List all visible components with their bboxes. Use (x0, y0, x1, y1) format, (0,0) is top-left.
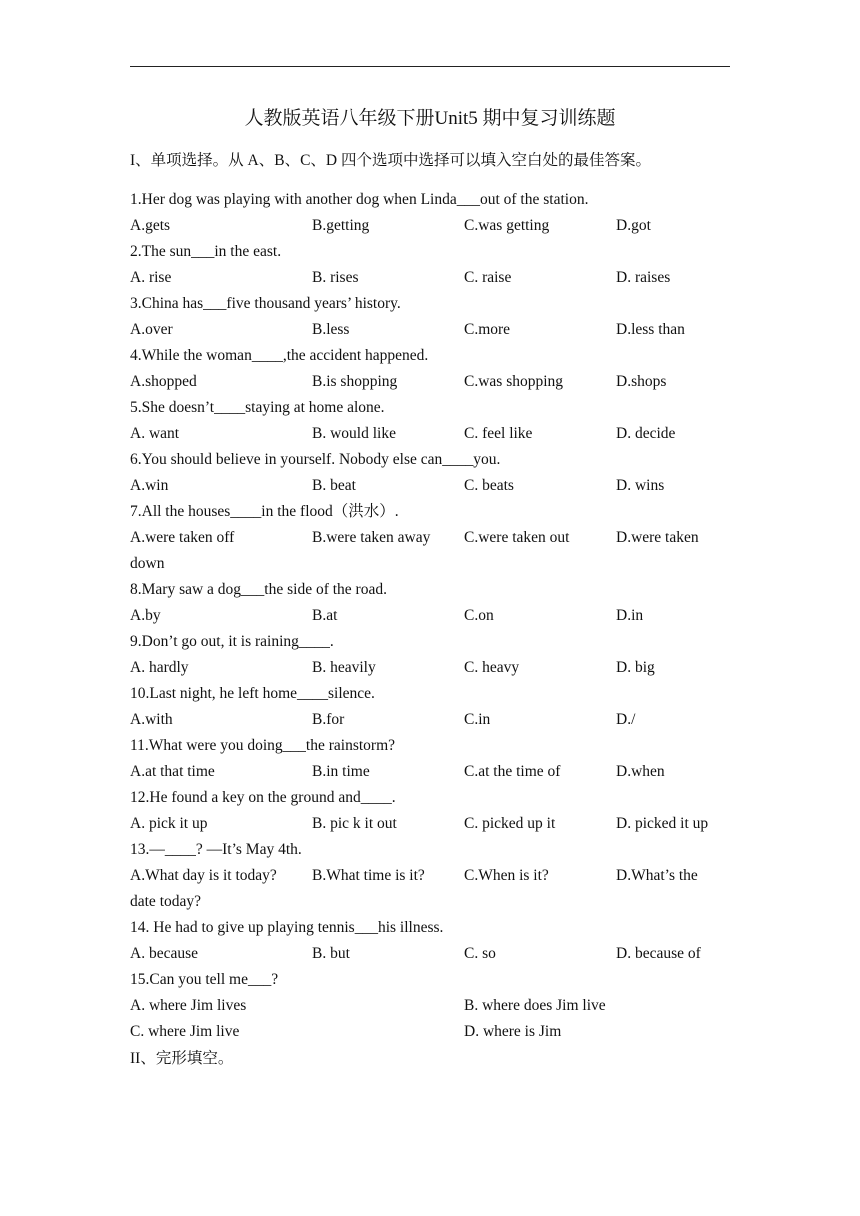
option-b: B. pic k it out (312, 815, 397, 832)
option-c: C.was getting (464, 217, 550, 234)
option-a: A.gets (130, 217, 171, 234)
question-stem: 6.You should believe in yourself. Nobody else can____you. (130, 451, 501, 468)
option-row (130, 707, 730, 733)
page-title: 人教版英语八年级下册Unit5 期中复习训练题 (244, 108, 616, 129)
option-b: B.for (312, 711, 345, 728)
option-row (130, 369, 730, 395)
option-a: A. want (130, 425, 180, 442)
option-a: A.by (130, 607, 161, 624)
question-stem: 1.Her dog was playing with another dog when Linda___out of the station. (130, 191, 589, 208)
option-row (130, 265, 730, 291)
question-15 (130, 967, 730, 1045)
option-a: A.over (130, 321, 173, 338)
question-stem: 4.While the woman____,the accident happened. (130, 347, 429, 364)
option-b: B.getting (312, 217, 370, 234)
option-a: A.with (130, 711, 173, 728)
option-d: D. picked it up (616, 815, 709, 832)
header-rule (130, 66, 730, 67)
option-b: B.less (312, 321, 350, 338)
option-d: D.less than (616, 321, 685, 338)
question-stem: 3.China has___five thousand years’ history. (130, 295, 401, 312)
option-a: A. pick it up (130, 815, 208, 832)
option-row (130, 473, 730, 499)
option-d: D.shops (616, 373, 667, 390)
option-a: A. because (130, 945, 198, 962)
option-d: D. where is Jim (464, 1023, 562, 1040)
option-d: D. wins (616, 477, 665, 494)
option-d: D.in (616, 607, 644, 624)
option-row (130, 317, 730, 343)
question-stem: 7.All the houses____in the flood（洪水）. (130, 503, 399, 520)
option-b: B.were taken away (312, 529, 431, 546)
question-list (130, 187, 730, 1045)
option-a: A. where Jim lives (130, 997, 247, 1014)
option-row (130, 759, 730, 785)
option-a: A.at that time (130, 763, 215, 780)
question-stem: 14. He had to give up playing tennis___his illness. (130, 919, 444, 936)
question-1 (130, 187, 730, 239)
option-row (130, 213, 730, 239)
option-row (130, 993, 730, 1019)
option-a: A.were taken off (130, 529, 235, 546)
section-2-heading: II、完形填空。 (130, 1050, 234, 1067)
option-d: D. raises (616, 269, 671, 286)
option-a: A.win (130, 477, 169, 494)
option-b: B. rises (312, 269, 359, 286)
option-d: D.What’s the (616, 867, 698, 884)
question-5 (130, 395, 730, 447)
question-7 (130, 499, 730, 577)
question-stem: 11.What were you doing___the rainstorm? (130, 737, 396, 754)
option-c: C.were taken out (464, 529, 570, 546)
option-a: A. hardly (130, 659, 189, 676)
option-b: B. beat (312, 477, 356, 494)
option-row (130, 655, 730, 681)
question-11 (130, 733, 730, 785)
option-c: C.in (464, 711, 491, 728)
option-c: C. beats (464, 477, 514, 494)
option-a: A. rise (130, 269, 172, 286)
question-6 (130, 447, 730, 499)
question-stem: 9.Don’t go out, it is raining____. (130, 633, 334, 650)
option-d: D. big (616, 659, 655, 676)
question-stem: 13.—____? —It’s May 4th. (130, 841, 302, 858)
option-b: B.What time is it? (312, 867, 425, 884)
question-stem: 5.She doesn’t____staying at home alone. (130, 399, 385, 416)
option-c: C. picked up it (464, 815, 556, 832)
question-8 (130, 577, 730, 629)
option-row (130, 863, 730, 889)
option-row (130, 603, 730, 629)
option-b: B.at (312, 607, 338, 624)
question-3 (130, 291, 730, 343)
option-d: D./ (616, 711, 636, 728)
option-d: D.when (616, 763, 665, 780)
option-c: C. where Jim live (130, 1023, 240, 1040)
option-c: C. raise (464, 269, 512, 286)
option-row (130, 1019, 730, 1045)
option-b: B. but (312, 945, 350, 962)
option-c: C. so (464, 945, 496, 962)
option-c: C.was shopping (464, 373, 564, 390)
option-row (130, 941, 730, 967)
question-stem: 15.Can you tell me___? (130, 971, 279, 988)
question-stem: 2.The sun___in the east. (130, 243, 282, 260)
option-b: B. heavily (312, 659, 376, 676)
option-c: C.on (464, 607, 494, 624)
question-stem: 12.He found a key on the ground and____. (130, 789, 396, 806)
option-a: A.What day is it today? (130, 867, 277, 884)
option-c: C.at the time of (464, 763, 561, 780)
option-row (130, 811, 730, 837)
option-c: C. heavy (464, 659, 520, 676)
question-10 (130, 681, 730, 733)
question-9 (130, 629, 730, 681)
option-b: B. would like (312, 425, 396, 442)
question-12 (130, 785, 730, 837)
question-14 (130, 915, 730, 967)
option-continuation: down (130, 555, 165, 572)
option-continuation: date today? (130, 893, 202, 910)
question-13 (130, 837, 730, 915)
option-d: D.were taken (616, 529, 699, 546)
option-c: C. feel like (464, 425, 533, 442)
question-stem: 8.Mary saw a dog___the side of the road. (130, 581, 387, 598)
option-d: D.got (616, 217, 651, 234)
option-row (130, 421, 730, 447)
option-b: B. where does Jim live (464, 997, 606, 1014)
section-1-heading: I、单项选择。从 A、B、C、D 四个选项中选择可以填入空白处的最佳答案。 (130, 152, 651, 169)
option-d: D. because of (616, 945, 701, 962)
option-b: B.is shopping (312, 373, 398, 390)
option-c: C.more (464, 321, 511, 338)
question-2 (130, 239, 730, 291)
option-b: B.in time (312, 763, 370, 780)
question-4 (130, 343, 730, 395)
option-d: D. decide (616, 425, 676, 442)
question-stem: 10.Last night, he left home____silence. (130, 685, 375, 702)
option-row (130, 525, 730, 551)
option-c: C.When is it? (464, 867, 549, 884)
option-a: A.shopped (130, 373, 197, 390)
